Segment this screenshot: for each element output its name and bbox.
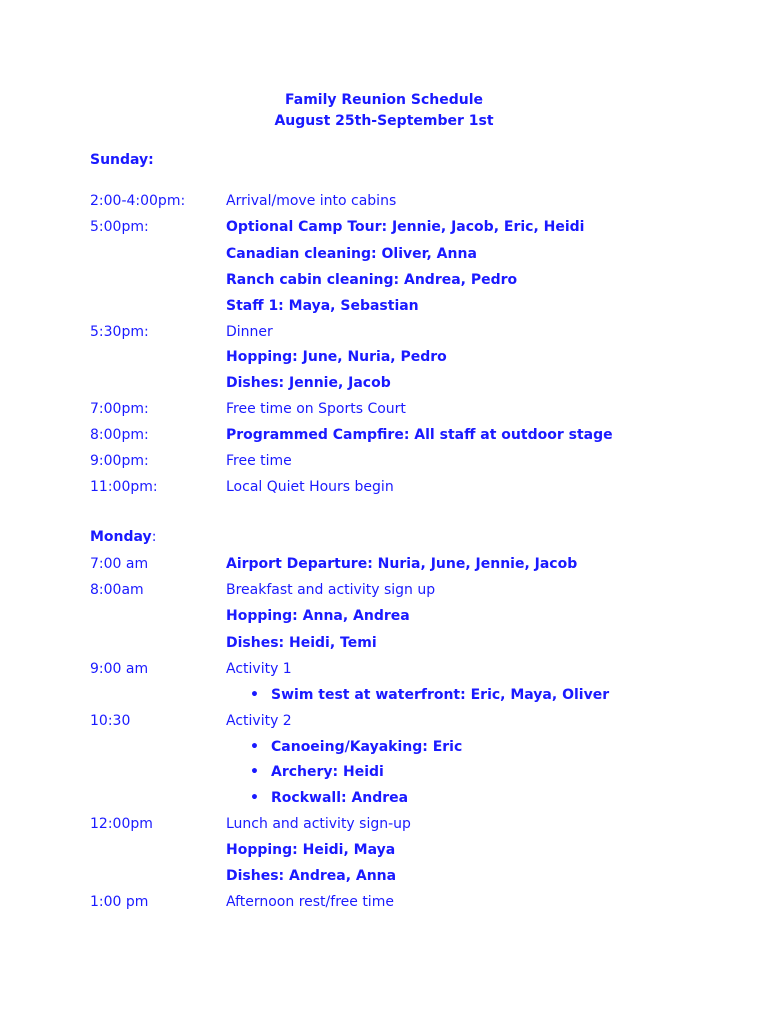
row-description: Ranch cabin cleaning: Andrea, Pedro	[226, 272, 518, 288]
schedule-row	[0, 814, 768, 834]
bullet-text: Archery: Heidi	[271, 764, 384, 780]
document-subtitle: August 25th-September 1st	[274, 113, 494, 129]
row-description: Airport Departure: Nuria, June, Jennie, Jacob	[226, 556, 578, 572]
day-heading-monday	[90, 529, 156, 545]
row-description: Canadian cleaning: Oliver, Anna	[226, 246, 477, 262]
row-description: Hopping: June, Nuria, Pedro	[226, 349, 447, 365]
row-time: 5:30pm:	[90, 324, 149, 340]
day-heading-monday-colon: :	[151, 529, 157, 545]
schedule-row	[0, 217, 768, 237]
day-heading-sunday-label: Sunday:	[90, 152, 154, 168]
row-time: 9:00pm:	[90, 453, 149, 469]
row-description: Optional Camp Tour: Jennie, Jacob, Eric, Heidi	[226, 219, 585, 235]
bullet-text: Canoeing/Kayaking: Eric	[271, 739, 463, 755]
row-time: 7:00 am	[90, 556, 149, 572]
bullet-icon: •	[250, 687, 259, 703]
row-description: Activity 2	[226, 713, 292, 729]
row-description: Dishes: Heidi, Temi	[226, 635, 377, 651]
row-time: 7:00pm:	[90, 401, 149, 417]
bullet-icon: •	[250, 739, 259, 755]
row-description: Breakfast and activity sign up	[226, 582, 436, 598]
row-time: 12:00pm	[90, 816, 153, 832]
bullet-icon: •	[250, 764, 259, 780]
row-description: Arrival/move into cabins	[226, 193, 397, 209]
row-description: Lunch and activity sign-up	[226, 816, 411, 832]
row-description: Local Quiet Hours begin	[226, 479, 394, 495]
row-description: Hopping: Heidi, Maya	[226, 842, 396, 858]
day-heading-sunday	[90, 152, 154, 168]
schedule-row	[0, 711, 768, 731]
bullet-icon: •	[250, 790, 259, 806]
bullet-item	[0, 685, 768, 705]
row-description: Dishes: Andrea, Anna	[226, 868, 397, 884]
schedule-row	[0, 659, 768, 679]
schedule-row	[0, 606, 768, 626]
schedule-row	[0, 270, 768, 290]
row-time: 8:00am	[90, 582, 144, 598]
row-time: 8:00pm:	[90, 427, 149, 443]
schedule-row	[0, 399, 768, 419]
schedule-row	[0, 580, 768, 600]
schedule-row	[0, 554, 768, 574]
row-time: 5:00pm:	[90, 219, 149, 235]
row-description: Hopping: Anna, Andrea	[226, 608, 410, 624]
row-time: 2:00-4:00pm:	[90, 193, 186, 209]
schedule-row	[0, 296, 768, 316]
row-description: Afternoon rest/free time	[226, 894, 394, 910]
row-description: Dinner	[226, 324, 273, 340]
bullet-item	[0, 788, 768, 808]
schedule-row	[0, 322, 768, 342]
row-description: Dishes: Jennie, Jacob	[226, 375, 391, 391]
day-heading-monday-label: Monday	[90, 529, 152, 545]
schedule-row	[0, 866, 768, 886]
bullet-text: Swim test at waterfront: Eric, Maya, Oliver	[271, 687, 610, 703]
bullet-text: Rockwall: Andrea	[271, 790, 409, 806]
schedule-row	[0, 347, 768, 367]
row-time: 9:00 am	[90, 661, 149, 677]
schedule-row	[0, 892, 768, 912]
schedule-row	[0, 451, 768, 471]
bullet-item	[0, 762, 768, 782]
row-time: 1:00 pm	[90, 894, 149, 910]
document-title: Family Reunion Schedule	[285, 92, 483, 108]
bullet-item	[0, 737, 768, 757]
row-description: Staff 1: Maya, Sebastian	[226, 298, 419, 314]
row-time: 10:30	[90, 713, 131, 729]
schedule-row	[0, 477, 768, 497]
schedule-row	[0, 244, 768, 264]
row-description: Free time	[226, 453, 292, 469]
schedule-row	[0, 840, 768, 860]
schedule-row	[0, 373, 768, 393]
schedule-row	[0, 425, 768, 445]
row-description: Programmed Campfire: All staff at outdoor stage	[226, 427, 613, 443]
schedule-row	[0, 633, 768, 653]
row-description: Free time on Sports Court	[226, 401, 406, 417]
schedule-row	[0, 191, 768, 211]
row-description: Activity 1	[226, 661, 292, 677]
row-time: 11:00pm:	[90, 479, 158, 495]
